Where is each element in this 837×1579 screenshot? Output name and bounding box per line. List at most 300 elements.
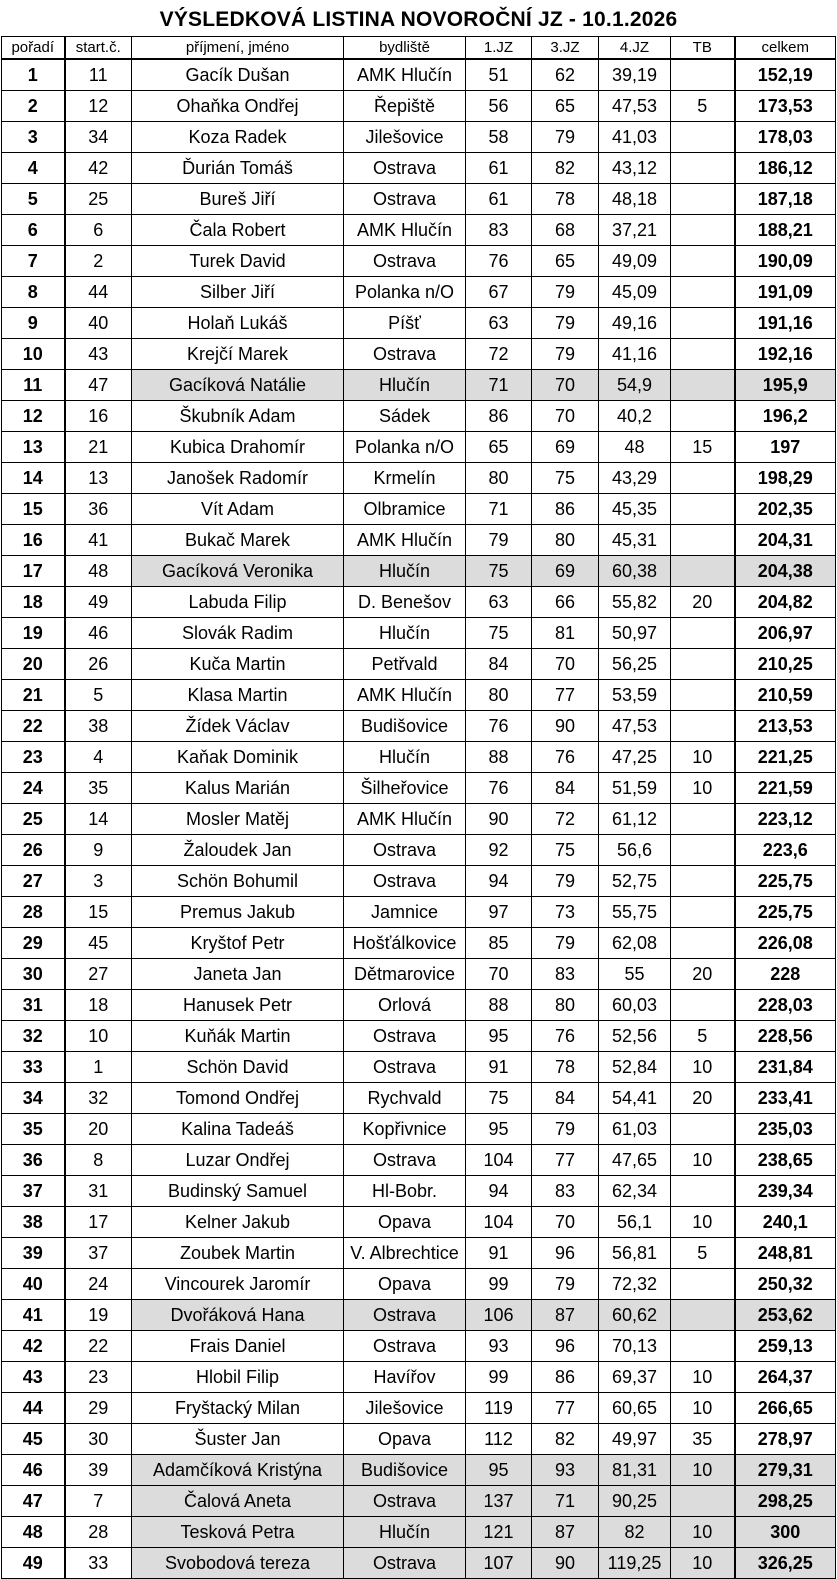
- cell-residence: Hlučín: [344, 370, 466, 401]
- cell-start-number: 12: [65, 91, 132, 122]
- cell-jz4: 48,18: [599, 184, 671, 215]
- cell-name: Krejčí Marek: [132, 339, 344, 370]
- cell-total: 226,08: [735, 928, 836, 959]
- cell-jz4: 52,56: [599, 1021, 671, 1052]
- cell-jz4: 49,09: [599, 246, 671, 277]
- cell-name: Adamčíková Kristýna: [132, 1455, 344, 1486]
- cell-start-number: 4: [65, 742, 132, 773]
- cell-jz1: 86: [466, 401, 532, 432]
- table-row: [2, 1424, 836, 1455]
- cell-name: Kelner Jakub: [132, 1207, 344, 1238]
- cell-rank: 4: [2, 153, 65, 184]
- cell-total: 213,53: [735, 711, 836, 742]
- cell-start-number: 38: [65, 711, 132, 742]
- cell-jz3: 76: [532, 1021, 599, 1052]
- cell-jz4: 41,03: [599, 122, 671, 153]
- cell-name: Tomond Ondřej: [132, 1083, 344, 1114]
- cell-jz1: 137: [466, 1486, 532, 1517]
- cell-total: 298,25: [735, 1486, 836, 1517]
- cell-total: 228: [735, 959, 836, 990]
- header-tb: TB: [671, 37, 735, 60]
- cell-total: 192,16: [735, 339, 836, 370]
- cell-tb: [671, 866, 735, 897]
- cell-residence: AMK Hlučín: [344, 59, 466, 91]
- cell-rank: 39: [2, 1238, 65, 1269]
- cell-jz3: 84: [532, 773, 599, 804]
- cell-rank: 7: [2, 246, 65, 277]
- cell-total: 223,12: [735, 804, 836, 835]
- cell-residence: Ostrava: [344, 153, 466, 184]
- table-row: [2, 308, 836, 339]
- cell-start-number: 20: [65, 1114, 132, 1145]
- cell-name: Mosler Matěj: [132, 804, 344, 835]
- cell-residence: D. Benešov: [344, 587, 466, 618]
- cell-tb: [671, 494, 735, 525]
- cell-total: 225,75: [735, 866, 836, 897]
- cell-jz4: 45,09: [599, 277, 671, 308]
- cell-jz3: 73: [532, 897, 599, 928]
- cell-tb: [671, 184, 735, 215]
- cell-start-number: 9: [65, 835, 132, 866]
- cell-residence: Petřvald: [344, 649, 466, 680]
- cell-jz4: 48: [599, 432, 671, 463]
- cell-start-number: 10: [65, 1021, 132, 1052]
- cell-start-number: 43: [65, 339, 132, 370]
- cell-start-number: 33: [65, 1548, 132, 1579]
- cell-residence: Budišovice: [344, 1455, 466, 1486]
- cell-start-number: 7: [65, 1486, 132, 1517]
- cell-residence: Řepiště: [344, 91, 466, 122]
- cell-tb: [671, 711, 735, 742]
- cell-total: 223,6: [735, 835, 836, 866]
- cell-jz3: 79: [532, 1269, 599, 1300]
- cell-start-number: 5: [65, 680, 132, 711]
- cell-total: 278,97: [735, 1424, 836, 1455]
- cell-jz4: 119,25: [599, 1548, 671, 1579]
- cell-total: 191,16: [735, 308, 836, 339]
- cell-name: Vincourek Jaromír: [132, 1269, 344, 1300]
- table-row: [2, 866, 836, 897]
- cell-residence: Orlová: [344, 990, 466, 1021]
- cell-residence: Havířov: [344, 1362, 466, 1393]
- table-row: [2, 1021, 836, 1052]
- cell-total: 240,1: [735, 1207, 836, 1238]
- cell-jz4: 40,2: [599, 401, 671, 432]
- cell-jz1: 71: [466, 494, 532, 525]
- cell-name: Holaň Lukáš: [132, 308, 344, 339]
- table-row: [2, 370, 836, 401]
- cell-jz1: 56: [466, 91, 532, 122]
- cell-jz3: 90: [532, 711, 599, 742]
- cell-residence: Ostrava: [344, 1548, 466, 1579]
- cell-jz4: 61,03: [599, 1114, 671, 1145]
- cell-rank: 34: [2, 1083, 65, 1114]
- cell-jz3: 77: [532, 1393, 599, 1424]
- cell-residence: Ostrava: [344, 866, 466, 897]
- cell-total: 188,21: [735, 215, 836, 246]
- cell-jz4: 37,21: [599, 215, 671, 246]
- cell-jz3: 86: [532, 1362, 599, 1393]
- cell-total: 279,31: [735, 1455, 836, 1486]
- table-row: [2, 835, 836, 866]
- cell-start-number: 13: [65, 463, 132, 494]
- cell-jz3: 79: [532, 308, 599, 339]
- cell-jz1: 99: [466, 1269, 532, 1300]
- cell-jz1: 112: [466, 1424, 532, 1455]
- cell-rank: 27: [2, 866, 65, 897]
- cell-tb: [671, 59, 735, 91]
- cell-jz4: 49,16: [599, 308, 671, 339]
- cell-rank: 19: [2, 618, 65, 649]
- cell-jz4: 43,12: [599, 153, 671, 184]
- cell-rank: 5: [2, 184, 65, 215]
- cell-start-number: 37: [65, 1238, 132, 1269]
- table-row: [2, 432, 836, 463]
- cell-rank: 41: [2, 1300, 65, 1331]
- cell-jz3: 79: [532, 277, 599, 308]
- cell-tb: [671, 556, 735, 587]
- cell-start-number: 3: [65, 866, 132, 897]
- cell-jz3: 70: [532, 401, 599, 432]
- cell-name: Gacík Dušan: [132, 59, 344, 91]
- cell-tb: [671, 1269, 735, 1300]
- cell-jz4: 60,62: [599, 1300, 671, 1331]
- cell-jz1: 99: [466, 1362, 532, 1393]
- cell-start-number: 36: [65, 494, 132, 525]
- cell-jz1: 85: [466, 928, 532, 959]
- cell-residence: Ostrava: [344, 835, 466, 866]
- cell-residence: Olbramice: [344, 494, 466, 525]
- cell-jz3: 79: [532, 1114, 599, 1145]
- cell-jz3: 81: [532, 618, 599, 649]
- cell-rank: 29: [2, 928, 65, 959]
- results-table: [1, 36, 836, 1579]
- cell-start-number: 45: [65, 928, 132, 959]
- cell-jz4: 47,53: [599, 91, 671, 122]
- header-residence: bydliště: [344, 37, 466, 60]
- cell-total: 266,65: [735, 1393, 836, 1424]
- cell-residence: Šilheřovice: [344, 773, 466, 804]
- cell-jz1: 75: [466, 618, 532, 649]
- cell-name: Kaňak Dominik: [132, 742, 344, 773]
- cell-jz4: 61,12: [599, 804, 671, 835]
- cell-rank: 14: [2, 463, 65, 494]
- cell-jz3: 82: [532, 1424, 599, 1455]
- cell-jz4: 56,1: [599, 1207, 671, 1238]
- table-row: [2, 1176, 836, 1207]
- cell-residence: Hlučín: [344, 1517, 466, 1548]
- cell-jz4: 45,35: [599, 494, 671, 525]
- cell-jz1: 104: [466, 1145, 532, 1176]
- cell-jz3: 96: [532, 1238, 599, 1269]
- table-row: [2, 463, 836, 494]
- table-row: [2, 277, 836, 308]
- cell-name: Schön Bohumil: [132, 866, 344, 897]
- cell-jz4: 69,37: [599, 1362, 671, 1393]
- cell-rank: 15: [2, 494, 65, 525]
- cell-jz1: 75: [466, 1083, 532, 1114]
- cell-residence: Ostrava: [344, 1145, 466, 1176]
- table-row: [2, 618, 836, 649]
- table-row: [2, 711, 836, 742]
- cell-jz4: 60,65: [599, 1393, 671, 1424]
- cell-start-number: 32: [65, 1083, 132, 1114]
- cell-jz1: 94: [466, 866, 532, 897]
- cell-start-number: 25: [65, 184, 132, 215]
- cell-name: Budinský Samuel: [132, 1176, 344, 1207]
- table-row: [2, 773, 836, 804]
- cell-jz1: 79: [466, 525, 532, 556]
- cell-tb: 10: [671, 1455, 735, 1486]
- table-row: [2, 1238, 836, 1269]
- cell-tb: [671, 1486, 735, 1517]
- header-row: [2, 37, 836, 60]
- cell-jz3: 78: [532, 184, 599, 215]
- cell-tb: 10: [671, 1548, 735, 1579]
- cell-jz4: 60,03: [599, 990, 671, 1021]
- cell-residence: AMK Hlučín: [344, 680, 466, 711]
- table-row: [2, 1362, 836, 1393]
- cell-name: Hlobil Filip: [132, 1362, 344, 1393]
- cell-total: 235,03: [735, 1114, 836, 1145]
- table-row: [2, 1145, 836, 1176]
- cell-rank: 10: [2, 339, 65, 370]
- cell-tb: 10: [671, 1052, 735, 1083]
- table-row: [2, 804, 836, 835]
- cell-start-number: 29: [65, 1393, 132, 1424]
- cell-tb: [671, 339, 735, 370]
- cell-rank: 46: [2, 1455, 65, 1486]
- cell-jz3: 83: [532, 1176, 599, 1207]
- cell-rank: 44: [2, 1393, 65, 1424]
- cell-total: 152,19: [735, 59, 836, 91]
- cell-start-number: 26: [65, 649, 132, 680]
- cell-name: Tesková Petra: [132, 1517, 344, 1548]
- cell-start-number: 34: [65, 122, 132, 153]
- table-row: [2, 1331, 836, 1362]
- cell-name: Kubica Drahomír: [132, 432, 344, 463]
- cell-jz4: 49,97: [599, 1424, 671, 1455]
- table-row: [2, 1455, 836, 1486]
- cell-rank: 20: [2, 649, 65, 680]
- cell-start-number: 1: [65, 1052, 132, 1083]
- cell-start-number: 46: [65, 618, 132, 649]
- table-row: [2, 897, 836, 928]
- cell-tb: [671, 463, 735, 494]
- cell-jz1: 93: [466, 1331, 532, 1362]
- cell-start-number: 35: [65, 773, 132, 804]
- cell-total: 253,62: [735, 1300, 836, 1331]
- cell-rank: 6: [2, 215, 65, 246]
- cell-jz3: 77: [532, 1145, 599, 1176]
- header-total: celkem: [735, 37, 836, 60]
- table-row: [2, 928, 836, 959]
- cell-jz3: 71: [532, 1486, 599, 1517]
- cell-jz3: 65: [532, 246, 599, 277]
- cell-tb: [671, 897, 735, 928]
- cell-tb: [671, 215, 735, 246]
- cell-residence: Píšť: [344, 308, 466, 339]
- cell-tb: 10: [671, 1362, 735, 1393]
- cell-start-number: 22: [65, 1331, 132, 1362]
- cell-tb: 20: [671, 1083, 735, 1114]
- cell-tb: 5: [671, 1021, 735, 1052]
- cell-total: 221,59: [735, 773, 836, 804]
- cell-jz1: 63: [466, 587, 532, 618]
- cell-jz1: 84: [466, 649, 532, 680]
- cell-name: Fryštacký Milan: [132, 1393, 344, 1424]
- cell-tb: [671, 804, 735, 835]
- table-row: [2, 990, 836, 1021]
- table-row: [2, 587, 836, 618]
- cell-jz4: 39,19: [599, 59, 671, 91]
- cell-jz3: 93: [532, 1455, 599, 1486]
- cell-residence: Jilešovice: [344, 122, 466, 153]
- cell-start-number: 39: [65, 1455, 132, 1486]
- cell-total: 204,38: [735, 556, 836, 587]
- cell-residence: AMK Hlučín: [344, 804, 466, 835]
- cell-residence: Polanka n/O: [344, 432, 466, 463]
- header-name: příjmení, jméno: [132, 37, 344, 60]
- cell-start-number: 2: [65, 246, 132, 277]
- cell-total: 231,84: [735, 1052, 836, 1083]
- cell-rank: 26: [2, 835, 65, 866]
- cell-start-number: 31: [65, 1176, 132, 1207]
- cell-rank: 21: [2, 680, 65, 711]
- cell-jz1: 95: [466, 1021, 532, 1052]
- cell-residence: Sádek: [344, 401, 466, 432]
- cell-rank: 17: [2, 556, 65, 587]
- cell-tb: [671, 618, 735, 649]
- cell-residence: Opava: [344, 1424, 466, 1455]
- cell-jz3: 68: [532, 215, 599, 246]
- cell-tb: [671, 308, 735, 339]
- cell-start-number: 47: [65, 370, 132, 401]
- cell-jz1: 92: [466, 835, 532, 866]
- cell-jz1: 71: [466, 370, 532, 401]
- cell-total: 202,35: [735, 494, 836, 525]
- cell-jz3: 78: [532, 1052, 599, 1083]
- cell-jz4: 52,84: [599, 1052, 671, 1083]
- table-row: [2, 742, 836, 773]
- cell-residence: Ostrava: [344, 339, 466, 370]
- cell-total: 221,25: [735, 742, 836, 773]
- cell-rank: 24: [2, 773, 65, 804]
- cell-total: 196,2: [735, 401, 836, 432]
- cell-tb: [671, 1300, 735, 1331]
- cell-jz3: 70: [532, 370, 599, 401]
- cell-total: 210,25: [735, 649, 836, 680]
- cell-start-number: 23: [65, 1362, 132, 1393]
- cell-total: 190,09: [735, 246, 836, 277]
- cell-jz1: 76: [466, 246, 532, 277]
- cell-jz1: 88: [466, 990, 532, 1021]
- cell-name: Ohaňka Ondřej: [132, 91, 344, 122]
- cell-jz1: 119: [466, 1393, 532, 1424]
- cell-rank: 30: [2, 959, 65, 990]
- cell-total: 250,32: [735, 1269, 836, 1300]
- cell-name: Luzar Ondřej: [132, 1145, 344, 1176]
- cell-jz1: 90: [466, 804, 532, 835]
- cell-tb: [671, 928, 735, 959]
- cell-start-number: 24: [65, 1269, 132, 1300]
- cell-rank: 1: [2, 59, 65, 91]
- cell-rank: 48: [2, 1517, 65, 1548]
- cell-rank: 43: [2, 1362, 65, 1393]
- cell-jz3: 79: [532, 122, 599, 153]
- cell-tb: [671, 246, 735, 277]
- cell-start-number: 41: [65, 525, 132, 556]
- cell-total: 326,25: [735, 1548, 836, 1579]
- cell-total: 300: [735, 1517, 836, 1548]
- cell-jz4: 56,81: [599, 1238, 671, 1269]
- cell-start-number: 15: [65, 897, 132, 928]
- cell-total: 239,34: [735, 1176, 836, 1207]
- cell-tb: 35: [671, 1424, 735, 1455]
- table-row: [2, 59, 836, 91]
- table-row: [2, 1393, 836, 1424]
- cell-tb: [671, 1331, 735, 1362]
- cell-total: 195,9: [735, 370, 836, 401]
- table-row: [2, 153, 836, 184]
- cell-jz3: 75: [532, 463, 599, 494]
- cell-total: 210,59: [735, 680, 836, 711]
- cell-residence: Ostrava: [344, 1021, 466, 1052]
- cell-total: 228,03: [735, 990, 836, 1021]
- cell-jz3: 77: [532, 680, 599, 711]
- table-row: [2, 246, 836, 277]
- cell-name: Premus Jakub: [132, 897, 344, 928]
- header-start-number: start.č.: [65, 37, 132, 60]
- cell-jz3: 86: [532, 494, 599, 525]
- table-row: [2, 1300, 836, 1331]
- header-rank: pořadí: [2, 37, 65, 60]
- cell-jz1: 80: [466, 463, 532, 494]
- cell-jz4: 62,34: [599, 1176, 671, 1207]
- cell-total: 264,37: [735, 1362, 836, 1393]
- results-body: [2, 59, 836, 1579]
- cell-rank: 40: [2, 1269, 65, 1300]
- cell-jz4: 55,75: [599, 897, 671, 928]
- cell-name: Silber Jiří: [132, 277, 344, 308]
- cell-residence: Rychvald: [344, 1083, 466, 1114]
- table-row: [2, 1517, 836, 1548]
- cell-start-number: 48: [65, 556, 132, 587]
- cell-jz4: 55: [599, 959, 671, 990]
- cell-name: Ďurián Tomáš: [132, 153, 344, 184]
- cell-jz4: 47,25: [599, 742, 671, 773]
- cell-name: Hanusek Petr: [132, 990, 344, 1021]
- cell-name: Škubník Adam: [132, 401, 344, 432]
- cell-residence: Ostrava: [344, 184, 466, 215]
- table-row: [2, 401, 836, 432]
- cell-jz1: 106: [466, 1300, 532, 1331]
- cell-name: Kalina Tadeáš: [132, 1114, 344, 1145]
- cell-jz4: 90,25: [599, 1486, 671, 1517]
- cell-total: 225,75: [735, 897, 836, 928]
- table-row: [2, 1486, 836, 1517]
- cell-jz3: 84: [532, 1083, 599, 1114]
- cell-rank: 9: [2, 308, 65, 339]
- cell-jz3: 79: [532, 928, 599, 959]
- cell-residence: Ostrava: [344, 1331, 466, 1362]
- cell-name: Bureš Jiří: [132, 184, 344, 215]
- cell-total: 187,18: [735, 184, 836, 215]
- cell-start-number: 11: [65, 59, 132, 91]
- cell-residence: Hlučín: [344, 618, 466, 649]
- cell-jz3: 70: [532, 1207, 599, 1238]
- table-row: [2, 959, 836, 990]
